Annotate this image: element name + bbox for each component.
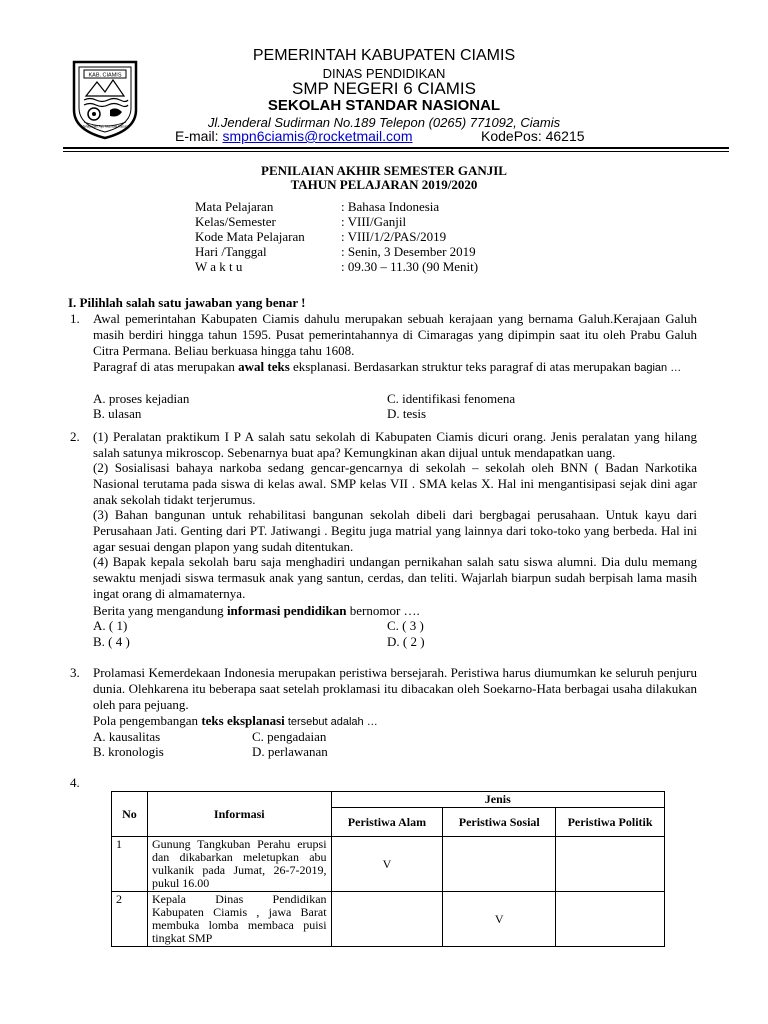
detail-label: Kode Mata Pelajaran (195, 229, 305, 244)
exam-year: TAHUN PELAJARAN 2019/2020 (290, 177, 478, 192)
logo-motto: Mahayunan Ayu Mandala Kasumi (81, 124, 129, 129)
row-number: 1 (112, 837, 148, 892)
row-mark-alam: V (331, 837, 443, 892)
news-item-2: (2) Sosialisasi bahaya narkoba sedang gencar-gencarnya di sekolah – sekolah oleh BNN ( Badan Narkotika Nasional terutama pada siswa di kelas awal. SMP kelas VII . SMA kelas X. Hal ini mengantisipasi sejak dini agar anak sekolah tidakt terjerumus. (93, 460, 697, 507)
detail-value: : VIII/Ganjil (341, 214, 407, 229)
row-number: 2 (112, 892, 148, 947)
question-1-text: Awal pemerintahan Kabupaten Ciamis dahulu merupakan sebuah kerajaan yang bernama Galuh.Kerajaan Galuh masih berdiri hingga tahun 1595. Pusat pemerintahannya di Cimaragas yang dipimpin saat itu oleh Prabu Galuh Citra Permana. Beliau berkuasa hingga tahu 1608. (93, 311, 697, 358)
question-number: 1. (70, 311, 80, 326)
option-b: B. kronologis (93, 744, 164, 759)
header-peristiwa-sosial: Peristiwa Sosial (443, 808, 556, 837)
detail-value: : Senin, 3 Desember 2019 (341, 244, 476, 259)
school-name: SMP NEGERI 6 CIAMIS (292, 79, 476, 98)
postcode: KodePos: 46215 (481, 128, 585, 144)
prompt-emphasis: awal teks (238, 359, 290, 374)
table-row (112, 892, 665, 947)
department-name: DINAS PENDIDIKAN (322, 66, 446, 81)
email-link[interactable]: smpn6ciamis@rocketmail.com (222, 128, 413, 144)
question-number: 4. (70, 775, 80, 790)
prompt-text: tersebut adalah … (284, 716, 378, 728)
row-mark-sosial (443, 837, 556, 892)
row-mark-alam (331, 892, 443, 947)
question-3-text: Prolamasi Kemerdekaan Indonesia merupakan peristiwa bersejarah. Peristiwa harus diumumkan ke seluruh penjuru dunia. Olehkarena itu beberapa saat setelah proklamasi itu dibacakan oleh Soekarno-Hata berbagai usaha dilakukan oleh para pejuang. (93, 665, 697, 712)
row-mark-politik (556, 837, 665, 892)
detail-value: : 09.30 – 11.30 (90 Menit) (341, 259, 479, 274)
option-c: C. pengadaian (252, 729, 327, 744)
detail-label: W a k t u (195, 259, 243, 274)
news-item-1: (1) Peralatan praktikum I P A salah satu sekolah di Kabupaten Ciamis dicuri orang. Jenis peralatan yang hilang salah satunya mikroscop. Sebenarnya buat apa? Kemungkinan akan dijual untuk mendapatkan uang. (93, 429, 697, 460)
letterhead-rule-thick (63, 147, 729, 149)
row-mark-politik (556, 892, 665, 947)
prompt-text: Berita yang mengandung (93, 603, 227, 618)
letterhead-rule-thin (63, 151, 729, 152)
question-number: 3. (70, 665, 80, 680)
news-item-4: (4) Bapak kepala sekolah baru saja menghadiri undangan pernikahan salah satu siswa alumni. Dia dulu memang sewaktu menjadi siswa termasuk anak yang santun, cerdas, dan teliti. Wajarlah biarpun sudah berpisah lama masih ingat orang di almamaternya. (93, 554, 697, 601)
exam-title: PENILAIAN AKHIR SEMESTER GANJIL (261, 163, 507, 178)
row-mark-sosial: V (443, 892, 556, 947)
question-3-prompt (93, 713, 378, 729)
header-informasi: Informasi (147, 792, 331, 837)
school-address: Jl.Jenderal Sudirman No.189 Telepon (0265) 771092, Ciamis (207, 115, 561, 130)
option-c: C. ( 3 ) (387, 618, 424, 633)
prompt-text: bagian … (634, 362, 682, 374)
prompt-text: Pola pengembangan (93, 713, 202, 728)
government-name: PEMERINTAH KABUPATEN CIAMIS (252, 47, 516, 64)
option-a: A. kausalitas (93, 729, 161, 744)
prompt-emphasis: informasi pendidikan (226, 603, 347, 618)
email-label: E-mail: (175, 128, 223, 144)
detail-label: Kelas/Semester (195, 214, 276, 229)
option-d: D. tesis (387, 406, 426, 421)
question-number: 2. (70, 429, 80, 444)
header-peristiwa-alam: Peristiwa Alam (331, 808, 443, 837)
option-b: B. ulasan (93, 406, 142, 421)
detail-label: Mata Pelajaran (195, 199, 274, 214)
header-peristiwa-politik: Peristiwa Politik (556, 808, 665, 837)
option-d: D. perlawanan (252, 744, 328, 759)
question-1-prompt (93, 359, 697, 376)
detail-value: : Bahasa Indonesia (341, 199, 440, 214)
prompt-text: bernomor …. (346, 603, 420, 618)
option-c: C. identifikasi fenomena (387, 391, 516, 406)
row-information: Gunung Tangkuban Perahu erupsi dan dikabarkan meletupkan abu vulkanik pada Jumat, 26-7-2019, pukul 16.00 (147, 837, 331, 892)
prompt-emphasis: teks eksplanasi (201, 713, 285, 728)
logo-caption: KAB. CIAMIS (88, 72, 122, 79)
option-a: A. ( 1) (93, 618, 128, 633)
row-information: Kepala Dinas Pendidikan Kabupaten Ciamis , jawa Barat membuka lomba membaca puisi tingkat SMP (147, 892, 331, 947)
option-a: A. proses kejadian (93, 391, 190, 406)
prompt-text: eksplanasi. Berdasarkan struktur teks paragraf di atas merupakan (289, 359, 631, 374)
school-status: SEKOLAH STANDAR NASIONAL (267, 97, 501, 114)
table-row (112, 837, 665, 892)
table-header-row (112, 792, 665, 808)
section-heading: I. Pilihlah salah satu jawaban yang benar ! (68, 295, 306, 310)
header-no: No (112, 792, 148, 837)
news-classification-table (111, 791, 665, 947)
option-b: B. ( 4 ) (93, 634, 130, 649)
news-item-3: (3) Bahan bangunan untuk rehabilitasi bangunan sekolah dibeli dari bergbagai perusahaan. Untuk kayu dari Perusahaan Jati. Genting dari PT. Jatiwangi . Begitu juga matrial yang lainnya dari toko-toko yang berbeda. Hal ini agar sesuai dengan plapon yang sudah ditentukan. (93, 507, 697, 554)
contact-line (175, 128, 585, 144)
prompt-text: Paragraf di atas merupakan (93, 359, 239, 374)
detail-value: : VIII/1/2/PAS/2019 (341, 229, 447, 244)
question-2-prompt (93, 603, 420, 619)
detail-label: Hari /Tanggal (195, 244, 267, 259)
header-jenis: Jenis (331, 792, 664, 808)
option-d: D. ( 2 ) (387, 634, 425, 649)
